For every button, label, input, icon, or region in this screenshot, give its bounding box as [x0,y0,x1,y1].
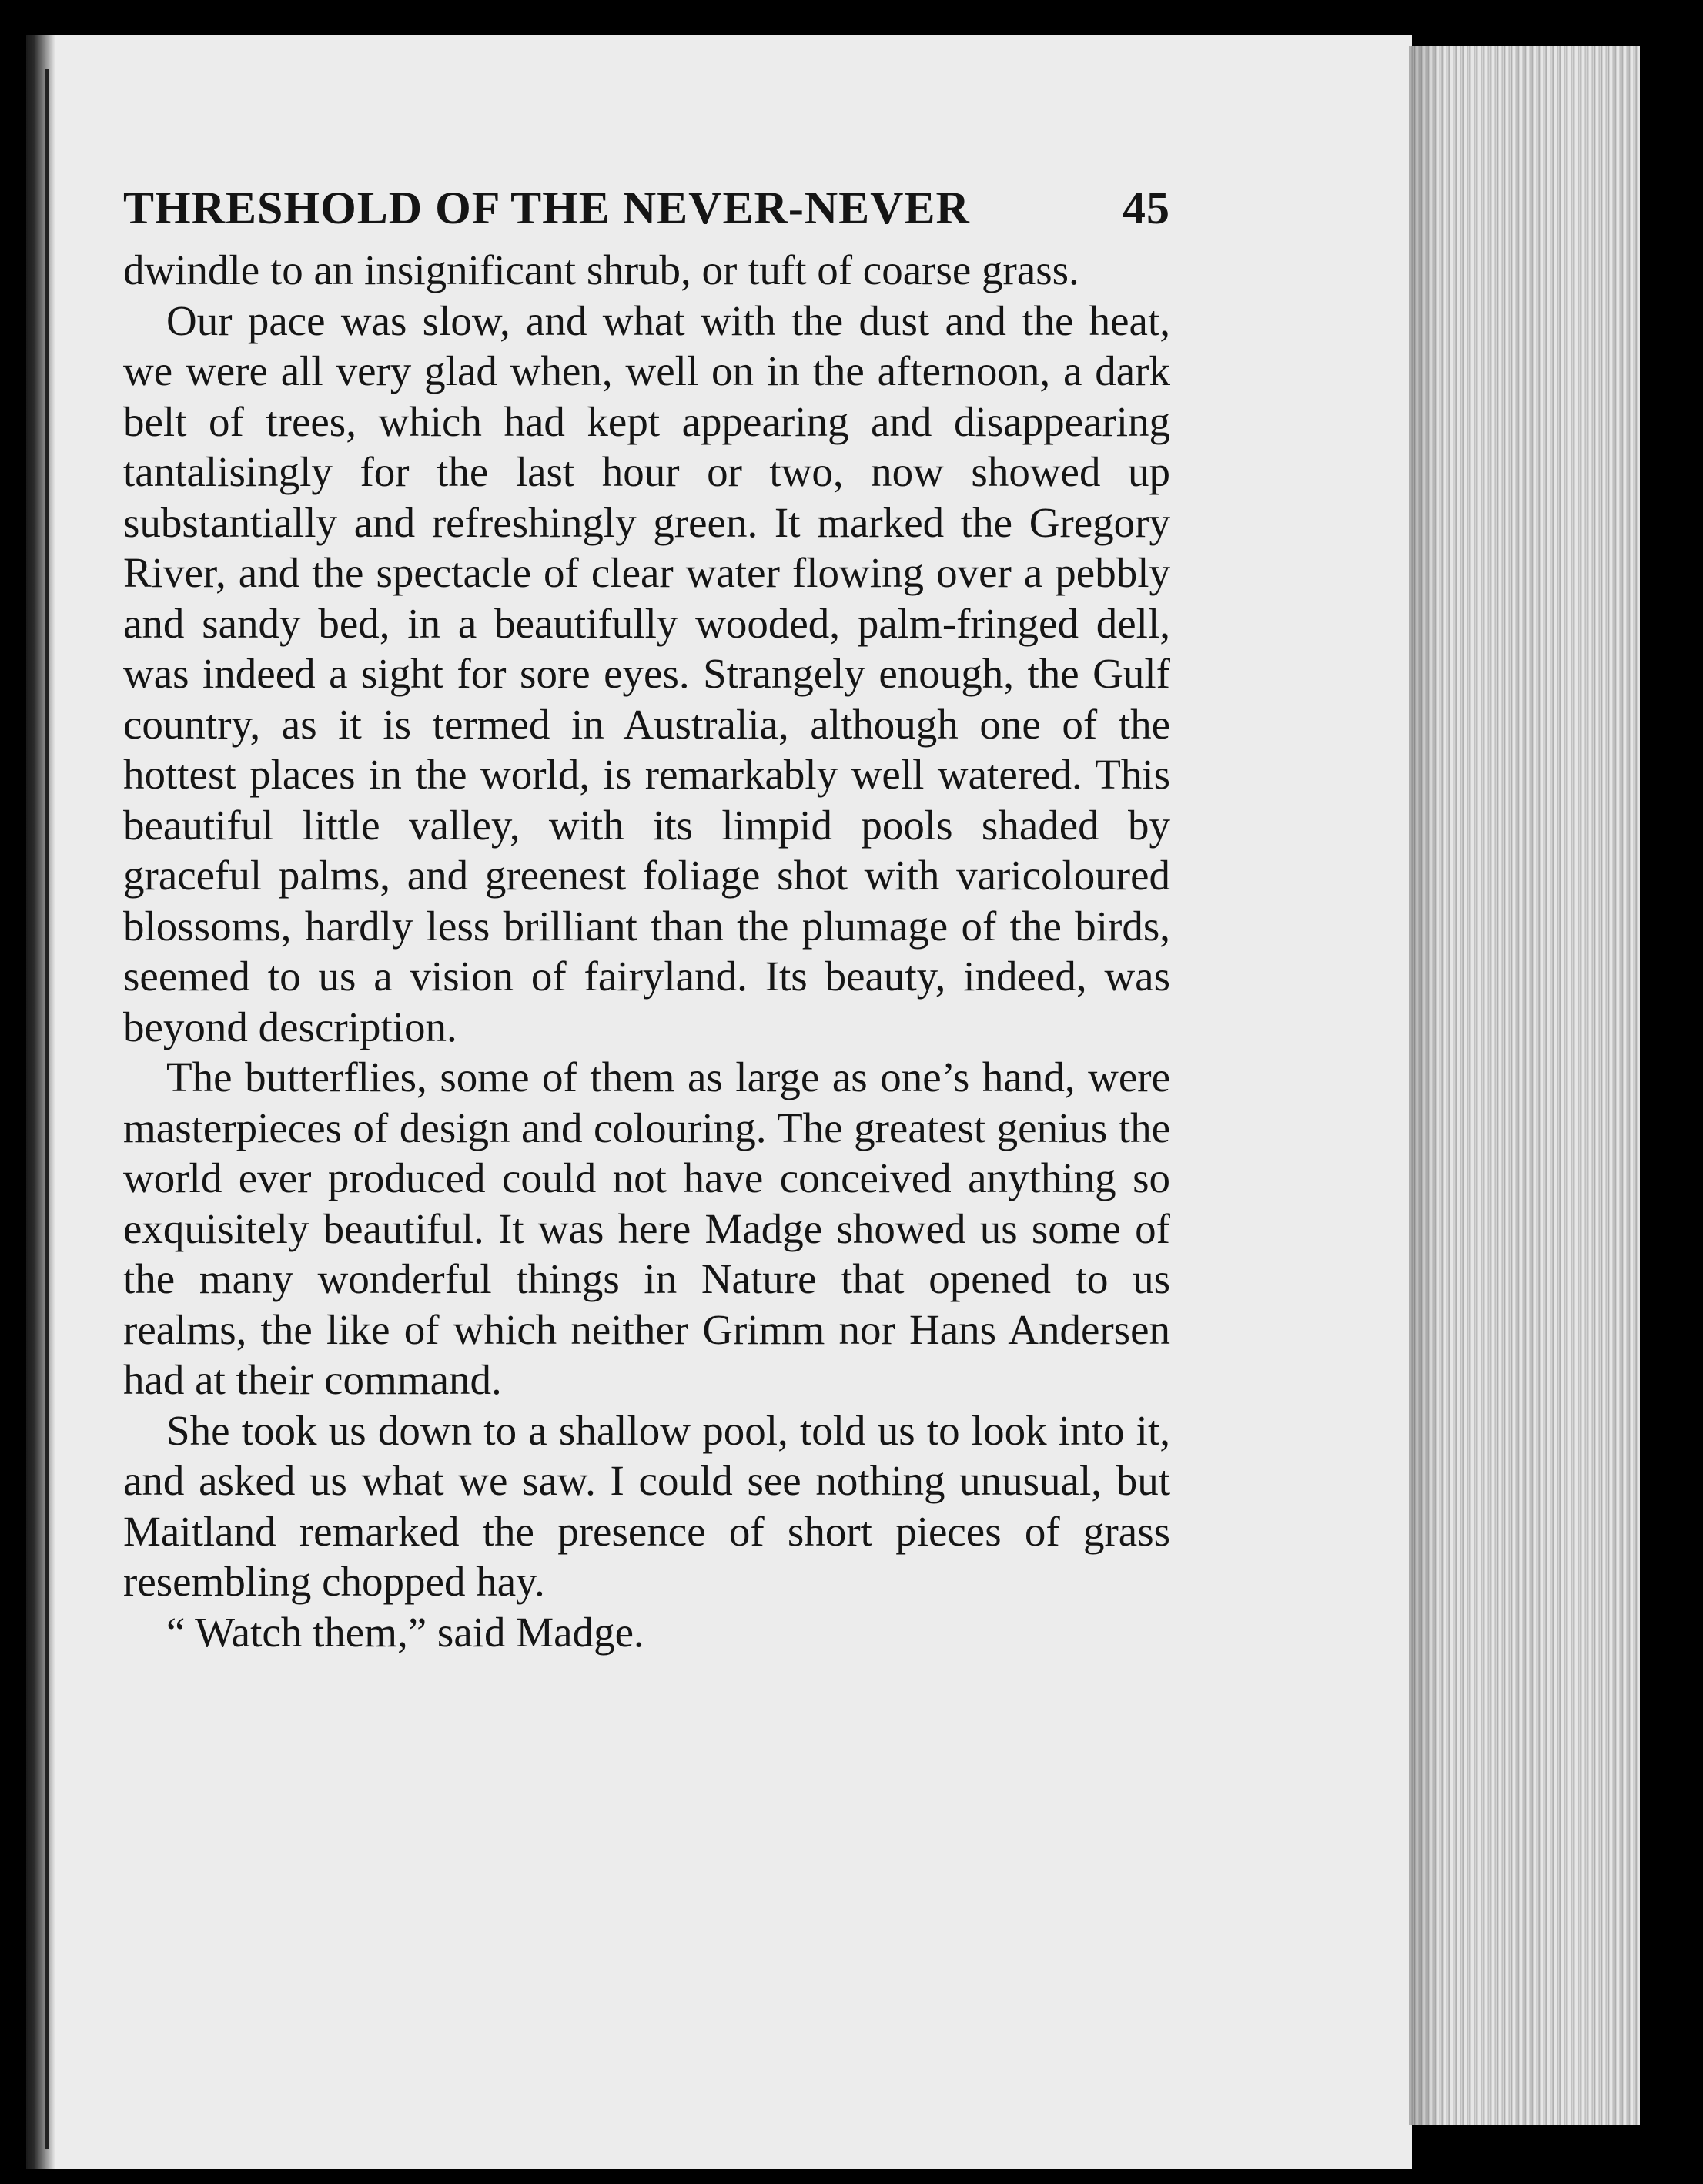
paragraph-butterflies: The butterflies, some of them as large as one’s hand, were masterpieces of design and colouring. The greatest genius the world ever produced could not have conceived anything so exquisitely beautiful. It was here Madge showed us some of the many wonderful things in Nature that opened to us realms, the like of which neither Grimm nor Hans Andersen had at their command. [123,1053,1170,1403]
binding-edge [45,69,49,2149]
page-gutter [26,35,55,2169]
paragraph-gregory-river: Our pace was slow, and what with the dust and the heat, we were all very glad when, well on in the afternoon, a dark belt of trees, which had kept appearing and disappearing tantalisingly for the last hour or two, now showed up substantially and refreshingly green. It marked the Gregory River, and the spectacle of clear water flowing over a pebbly and sandy bed, in a beautifully wooded, palm-fringed dell, was indeed a sight for sore eyes. Strangely enough, the Gulf country, as it is termed in Australia, although one of the hottest places in the world, is remarkably well watered. This beautiful little valley, with its limpid pools shaded by graceful palms, and greenest foliage shot with varicoloured blossoms, hardly less brilliant than the plumage of the birds, seemed to us a vision of fairyland. Its beauty, indeed, was beyond description. [123,296,1170,1050]
page-stack-edges [1409,46,1640,2125]
scan-border-right [1640,0,1703,2184]
page-number: 45 [1123,183,1170,233]
running-title: THRESHOLD OF THE NEVER-NEVER [123,183,970,233]
paragraph-shallow-pool: She took us down to a shallow pool, told us to look into it, and asked us what we saw. I could see nothing unusual, but Maitland remarked the presence of short pieces of grass resembling chopped hay. [123,1406,1170,1605]
page-stack-shadow [1409,46,1440,2125]
paragraph-dialogue: “ Watch them,” said Madge. [166,1608,644,1656]
page-content [123,171,1170,1657]
running-header [123,171,1170,245]
paragraph-continued: dwindle to an insignificant shrub, or tuft of coarse grass. [123,246,1079,293]
